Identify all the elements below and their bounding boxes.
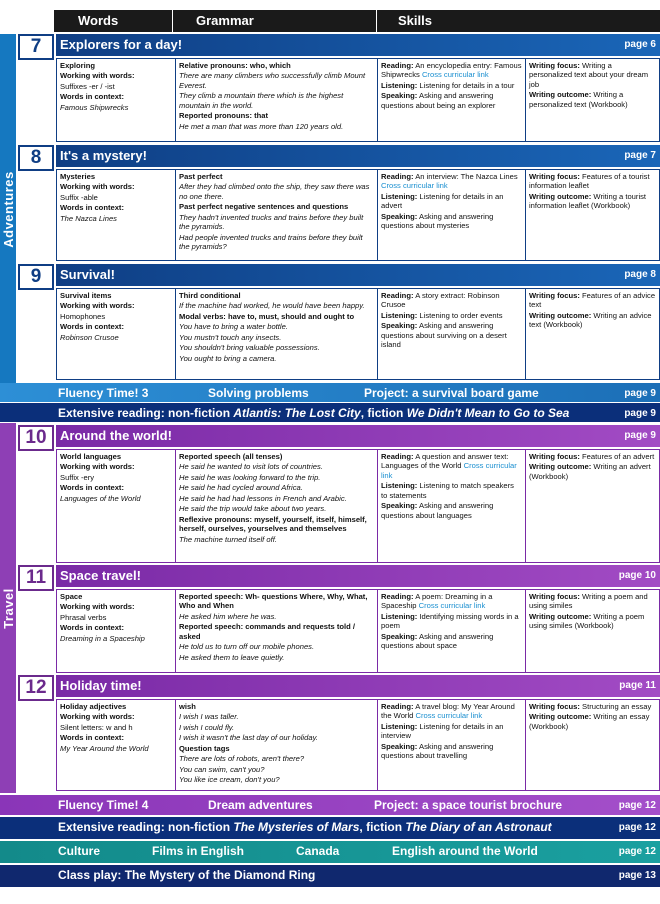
working-with-words-value: Suffix -able (60, 192, 98, 202)
unit-body (56, 288, 660, 380)
unit-title: Space travel! (60, 568, 141, 583)
skill-item (381, 702, 522, 721)
skill-label: Speaking: (381, 501, 418, 511)
unit-page: page 9 (624, 430, 656, 441)
grammar-example: I wish I could fly. (179, 722, 235, 732)
skill-label: Listening: (381, 310, 418, 320)
unit-title-bar (56, 425, 660, 447)
grammar-example: You like ice cream, don't you? (179, 775, 280, 785)
unit-8 (18, 145, 660, 261)
words-in-context-value: Languages of the World (60, 493, 141, 503)
unit-body (56, 169, 660, 261)
words-in-context-label: Words in context: (60, 483, 124, 493)
writing-text: Writing a tourist information leaflet (Workbook) (529, 191, 647, 211)
words-in-context-value: Dreaming in a Spaceship (60, 633, 145, 643)
writing-column (525, 450, 659, 562)
unit-title-bar (56, 34, 660, 56)
cross-curricular-link: Cross curricular link (381, 461, 517, 480)
skill-label: Speaking: (381, 211, 418, 221)
unit-number: 11 (18, 565, 54, 591)
writing-item (529, 291, 656, 310)
grammar-column (175, 59, 377, 141)
working-with-words-value: Suffix -ery (60, 472, 95, 482)
words-column (57, 700, 175, 790)
writing-column (525, 170, 659, 260)
skill-text: Listening to order events (419, 310, 503, 320)
words-in-context-label: Words in context: (60, 92, 124, 102)
writing-label: Writing focus: (529, 452, 580, 461)
grammar-heading: Reported speech (all tenses) (179, 452, 283, 461)
writing-column (525, 590, 659, 672)
skills-column (377, 700, 525, 790)
grammar-example: He said he wanted to visit lots of countries. (179, 462, 323, 472)
skill-item (381, 592, 522, 611)
grammar-example: He said he had cycled around Africa. (179, 483, 303, 493)
skill-item (381, 172, 522, 191)
grammar-example: If the machine had worked, he would have been happy. (179, 301, 365, 311)
skill-label: Reading: (381, 291, 414, 300)
unit-body (56, 699, 660, 791)
skill-label: Reading: (381, 702, 414, 711)
writing-label: Writing focus: (529, 291, 580, 300)
grammar-example: After they had climbed onto the ship, they saw there was no one there. (179, 182, 370, 201)
writing-text: Writing an essay (Workbook) (529, 712, 650, 731)
grammar-example: They climb a mountain there which is the highest mountain in the world. (179, 91, 344, 110)
unit-body (56, 589, 660, 673)
grammar-example: There are many climbers who successfully climb Mount Everest. (179, 71, 366, 90)
working-with-words-label: Working with words: (60, 301, 135, 311)
working-with-words-value: Silent letters: w and h (60, 722, 133, 732)
writing-text: Writing a poem and using similes (529, 592, 648, 611)
words-in-context-value: Robinson Crusoe (60, 332, 119, 342)
grammar-column (175, 289, 377, 379)
skill-text: Identifying missing words in a poem (381, 611, 519, 631)
words-topic: Mysteries (60, 172, 96, 181)
skill-text: An encyclopedia entry: Famous Shipwrecks (381, 61, 522, 80)
writing-text: Writing an advice text (Workbook) (529, 310, 652, 330)
writing-label: Writing outcome: (529, 90, 592, 100)
grammar-heading: wish (179, 702, 196, 711)
unit-title: Survival! (60, 267, 115, 282)
grammar-heading: Past perfect (179, 172, 223, 181)
words-in-context-label: Words in context: (60, 733, 124, 743)
grammar-example: You ought to bring a camera. (179, 353, 277, 363)
writing-item (529, 61, 656, 89)
words-column (57, 590, 175, 672)
band-class-play: Class play: The Mystery of the Diamond Ring page 13 (0, 865, 660, 887)
grammar-heading: Past perfect negative sentences and questions (179, 202, 349, 212)
skill-item (381, 612, 522, 631)
unit-page: page 7 (624, 150, 656, 161)
grammar-column (175, 450, 377, 562)
skill-text: An interview: The Nazca Lines (415, 172, 518, 181)
header-divider (376, 10, 377, 32)
skills-column (377, 289, 525, 379)
writing-item (529, 172, 656, 191)
writing-item (529, 90, 656, 109)
writing-item (529, 592, 656, 611)
writing-text: Features of a tourist information leaflet (529, 172, 650, 191)
writing-text: Features of an advice text (529, 291, 656, 310)
unit-title: Holiday time! (60, 678, 142, 693)
unit-page: page 10 (618, 570, 656, 581)
writing-label: Writing outcome: (529, 310, 592, 320)
skill-label: Listening: (381, 191, 418, 201)
band-fluency-4: Fluency Time! 4 Dream adventures Project: a space tourist brochure page 12 (0, 795, 660, 815)
grammar-example: You have to bring a water bottle. (179, 322, 288, 332)
cross-curricular-link: Cross curricular link (418, 601, 486, 611)
grammar-example: He asked them to leave quietly. (179, 652, 285, 662)
header-grammar: Grammar (196, 13, 254, 28)
skill-label: Listening: (381, 80, 418, 90)
grammar-heading: Modal verbs: have to, must, should and ought to (179, 311, 355, 321)
skill-text: Listening for details in a tour (419, 80, 515, 90)
grammar-column (175, 170, 377, 260)
grammar-example: He said he was looking forward to the trip. (179, 472, 321, 482)
writing-item (529, 452, 656, 461)
working-with-words-label: Working with words: (60, 712, 135, 722)
unit-title-bar (56, 565, 660, 587)
unit-title: Around the world! (60, 428, 172, 443)
skill-text: A poem: Dreaming in a Spaceship (381, 592, 493, 611)
unit-body (56, 58, 660, 142)
grammar-heading: Reflexive pronouns: myself, yourself, itself, himself, herself, ourselves, yourselves and themselves (179, 514, 367, 534)
writing-item (529, 311, 656, 330)
writing-label: Writing focus: (529, 702, 580, 711)
unit-12 (18, 675, 660, 791)
skill-text: A story extract: Robinson Crusoe (381, 291, 500, 310)
writing-label: Writing focus: (529, 592, 580, 601)
skills-column (377, 590, 525, 672)
header-divider (172, 10, 173, 32)
writing-label: Writing focus: (529, 172, 580, 181)
working-with-words-value: Homophones (60, 311, 106, 321)
grammar-heading: Relative pronouns: who, which (179, 61, 291, 70)
words-topic: Exploring (60, 61, 96, 70)
words-topic: World languages (60, 452, 122, 461)
unit-page: page 11 (619, 680, 656, 691)
skill-text: Asking and answering questions about surviving on a desert island (381, 321, 507, 350)
words-in-context-value: The Nazca Lines (60, 213, 117, 223)
writing-column (525, 59, 659, 141)
grammar-example: They hadn't invented trucks and trains before they built the pyramids. (179, 212, 364, 232)
writing-label: Writing outcome: (529, 712, 592, 722)
skill-text: Listening to match speakers to statements (381, 481, 514, 500)
skills-column (377, 170, 525, 260)
unit-title-bar (56, 145, 660, 167)
skill-item (381, 632, 522, 651)
sidebar-adventures: Adventures (0, 34, 16, 384)
skill-label: Reading: (381, 592, 414, 601)
skill-item (381, 91, 522, 110)
grammar-example: There are lots of robots, aren't there? (179, 754, 305, 764)
skills-column (377, 59, 525, 141)
skill-text: Listening for details in an interview (381, 721, 504, 741)
sidebar-travel: Travel (0, 423, 16, 793)
writing-text: Writing an advert (Workbook) (529, 462, 651, 481)
grammar-heading: Third conditional (179, 291, 241, 300)
unit-title-bar (56, 264, 660, 286)
skill-item (381, 742, 522, 761)
grammar-heading: Reported speech: commands and requests told / asked (179, 622, 355, 641)
unit-page: page 8 (624, 269, 656, 280)
skill-item (381, 321, 522, 349)
unit-title-bar (56, 675, 660, 697)
words-in-context-label: Words in context: (60, 322, 124, 332)
working-with-words-label: Working with words: (60, 71, 135, 81)
writing-text: Writing a personalized text about your dream job (529, 61, 649, 89)
skill-item (381, 212, 522, 231)
unit-11 (18, 565, 660, 673)
words-in-context-label: Words in context: (60, 203, 124, 213)
skill-item (381, 452, 522, 480)
writing-item (529, 712, 656, 731)
skill-item (381, 481, 522, 500)
writing-label: Writing outcome: (529, 191, 592, 201)
band-extensive-reading-2: Extensive reading: non-fiction The Mysteries of Mars, fiction The Diary of an Astronaut page 12 (0, 817, 660, 839)
skill-text: Asking and answering questions about mysteries (381, 211, 494, 231)
column-header (54, 10, 660, 32)
writing-column (525, 289, 659, 379)
grammar-example: He told us to turn off our mobile phones. (179, 642, 315, 652)
header-skills: Skills (398, 13, 432, 28)
grammar-example: You shouldn't bring valuable possessions. (179, 343, 320, 353)
unit-10 (18, 425, 660, 563)
skill-label: Reading: (381, 452, 414, 461)
writing-label: Writing outcome: (529, 462, 592, 472)
words-column (57, 170, 175, 260)
band-culture: Culture Films in English Canada English around the World page 12 (0, 841, 660, 863)
skill-text: A question and answer text: Languages of the World (381, 452, 509, 471)
skill-text: Listening for details in an advert (381, 191, 504, 211)
writing-text: Features of an advert (582, 452, 655, 461)
words-in-context-value: Famous Shipwrecks (60, 102, 129, 112)
skill-text: A travel blog: My Year Around the World (381, 702, 515, 721)
grammar-example: I wish I was taller. (179, 712, 239, 722)
writing-column (525, 700, 659, 790)
unit-title: Explorers for a day! (60, 37, 183, 52)
unit-7 (18, 34, 660, 142)
writing-item (529, 192, 656, 211)
writing-item (529, 462, 656, 481)
skill-item (381, 61, 522, 80)
unit-body (56, 449, 660, 563)
skill-text: Asking and answering questions about space (381, 631, 494, 651)
skill-label: Speaking: (381, 91, 418, 101)
writing-label: Writing focus: (529, 61, 580, 70)
grammar-heading: Reported speech: Wh- questions Where, Why, What, Who and When (179, 592, 368, 611)
words-topic: Holiday adjectives (60, 702, 127, 711)
words-column (57, 59, 175, 141)
working-with-words-value: Suffixes -er / -ist (60, 81, 115, 91)
unit-number: 12 (18, 675, 54, 701)
skill-text: Asking and answering questions about travelling (381, 741, 494, 761)
writing-text: Structuring an essay (582, 702, 652, 711)
grammar-column (175, 590, 377, 672)
grammar-example: I wish it wasn't the last day of our holiday. (179, 733, 318, 743)
unit-number: 8 (18, 145, 54, 171)
grammar-example: You mustn't touch any insects. (179, 332, 282, 342)
skills-column (377, 450, 525, 562)
skill-item (381, 291, 522, 310)
unit-number: 10 (18, 425, 54, 451)
unit-number: 9 (18, 264, 54, 290)
grammar-example: You can swim, can't you? (179, 764, 265, 774)
skill-item (381, 81, 522, 90)
header-words: Words (78, 13, 119, 28)
unit-title: It's a mystery! (60, 148, 147, 163)
working-with-words-label: Working with words: (60, 462, 135, 472)
grammar-example: The machine turned itself off. (179, 534, 277, 544)
cross-curricular-link: Cross curricular link (421, 70, 489, 80)
band-fluency-3: Fluency Time! 3 Solving problems Project: a survival board game page 9 (0, 383, 660, 402)
working-with-words-label: Working with words: (60, 602, 135, 612)
skill-item (381, 311, 522, 320)
writing-item (529, 612, 656, 631)
grammar-example: He asked him where he was. (179, 611, 277, 621)
writing-text: Writing a poem using similes (Workbook) (529, 611, 645, 631)
grammar-heading: Question tags (179, 743, 230, 753)
words-in-context-label: Words in context: (60, 623, 124, 633)
writing-label: Writing outcome: (529, 611, 592, 621)
words-in-context-value: My Year Around the World (60, 743, 149, 753)
cross-curricular-link: Cross curricular link (415, 711, 483, 721)
skill-text: Asking and answering questions about languages (381, 501, 494, 520)
working-with-words-label: Working with words: (60, 182, 135, 192)
writing-text: Writing a personalized text (Workbook) (529, 90, 628, 109)
skill-item (381, 501, 522, 520)
skill-label: Listening: (381, 721, 418, 731)
grammar-heading: Reported pronouns: that (179, 111, 269, 121)
skill-item (381, 192, 522, 211)
unit-9 (18, 264, 660, 380)
words-topic: Space (60, 592, 83, 601)
skill-label: Reading: (381, 172, 414, 181)
grammar-example: He said he had had lessons in French and Arabic. (179, 493, 347, 503)
grammar-example: He met a man that was more than 120 years old. (179, 121, 344, 131)
skill-label: Listening: (381, 481, 418, 491)
band-extensive-reading-1: Extensive reading: non-fiction Atlantis: The Lost City, fiction We Didn't Mean to Go to Sea page 9 (0, 403, 660, 422)
words-topic: Survival items (60, 291, 112, 300)
skill-label: Listening: (381, 611, 418, 621)
words-column (57, 289, 175, 379)
unit-number: 7 (18, 34, 54, 60)
grammar-column (175, 700, 377, 790)
grammar-example: Had people invented trucks and trains before they built the pyramids? (179, 232, 363, 252)
cross-curricular-link: Cross curricular link (381, 181, 448, 191)
working-with-words-value: Phrasal verbs (60, 612, 107, 622)
skill-label: Speaking: (381, 741, 418, 751)
grammar-example: He said the trip would take about two years. (179, 504, 327, 514)
words-column (57, 450, 175, 562)
skill-label: Reading: (381, 61, 414, 70)
skill-item (381, 722, 522, 741)
skill-text: Asking and answering questions about being an explorer (381, 91, 496, 110)
skill-label: Speaking: (381, 631, 418, 641)
unit-page: page 6 (624, 39, 656, 50)
writing-item (529, 702, 656, 711)
skill-label: Speaking: (381, 321, 418, 331)
